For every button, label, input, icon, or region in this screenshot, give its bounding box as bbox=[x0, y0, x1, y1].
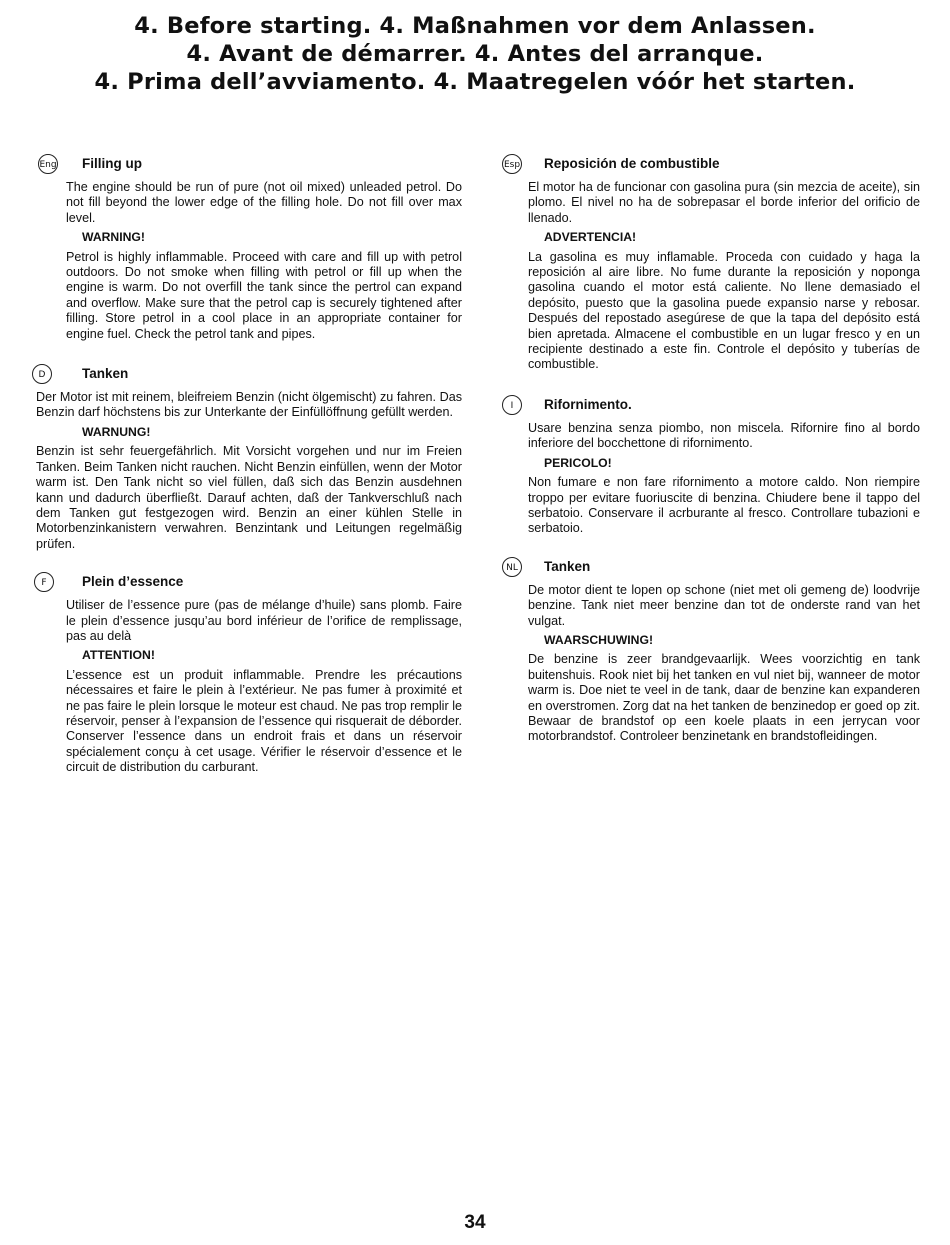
warning-text: Non fumare e non fare rifornimento a motore caldo. Non riempire troppo per evitare fuoriuscite di benzina. Chiudere bene il tappo del serbatoio. Conservare il acrburante al fresco. Controllare tubazioni e serbatoio. bbox=[528, 475, 920, 536]
page-header bbox=[0, 12, 950, 96]
section-title: Rifornimento. bbox=[544, 396, 632, 412]
warning-label: WAARSCHUWING! bbox=[544, 632, 653, 647]
warning-text: Petrol is highly inflammable. Proceed with care and fill up with petrol outdoors. Do not smoke when filling with petrol or fill up when the engine is warm. Do not overfill the tank since the pertrol can expand and overflow. Make sure that the petrol cap is securely tightened after filling. Store petrol in a cool place in an appropriate container for engine fuel. Check the petrol tank and pipes. bbox=[66, 249, 462, 341]
warning-text: La gasolina es muy inflamable. Proceda con cuidado y haga la reposición al aire libre. No fume durante la reposición y noponga gasolina cuando el motor está caliente. No llene demasiado el depósito, puesto que la gasolina puede expansio narse y rebosar. Después del repostado asegúrese de que la tapa del depósito está bien apretada. Almacene el combustible en un lugar fresco y en un recipiente destinado a este fin. Controle el depósito y tuberías de combustible. bbox=[528, 249, 920, 372]
section-title: Tanken bbox=[82, 366, 129, 382]
language-badge-icon: Eng bbox=[38, 154, 58, 174]
language-badge-icon: NL bbox=[502, 557, 522, 577]
warning-text: De benzine is zeer brandgevaarlijk. Wees voorzichtig en tank buitenshuis. Rook niet bij het tanken en vul niet bij, wanneer de motor warm is. Doe niet te veel in de tank, daar de benzine kan expanderen en overstromen. Zorg dat na het tanken de benzinedop er goed op zit. Bewaar de brandstof op een koele plaats in een jerrycan voor motorbrandstof. Controleer benzinetank en brandstofleidingen. bbox=[528, 652, 920, 744]
section-french-head bbox=[41, 570, 462, 598]
section-english bbox=[39, 152, 462, 342]
section-title: Tanken bbox=[544, 558, 591, 574]
language-badge-icon: Esp bbox=[502, 154, 522, 174]
section-intro: The engine should be run of pure (not oil mixed) unleaded petrol. Do not fill beyond the lower edge of the filling hole. Do not fill over max level. bbox=[66, 180, 462, 225]
warning-label: WARNUNG! bbox=[82, 424, 151, 439]
warning-text: L’essence est un produit inflammable. Prendre les précautions nécessaires et faire le plein à l’extérieur. Ne pas fumer à proximité et ne pas faire le plein lorsque le moteur est chaud. Ne pas trop remplir le réservoir, penser à l’expansion de l’essence qui risquerait de déborder. Conserver l’essence dans un endroit frais et dans un réservoir spécialement conçu à cet usage. Vérifier le réservoir d’essence et le circuit de distribution du carburant. bbox=[66, 667, 462, 775]
warning-text: Benzin ist sehr feuergefährlich. Mit Vorsicht vorgehen und nur im Freien Tanken. Beim Tanken nicht rauchen. Nicht Benzin einfüllen, wenn der Motor warm ist. Den Tank nicht so viel füllen, daß sich das Benzin ausdehnen kann und dadurch überfließt. Darauf achten, daß der Tankverschluß nach dem Tanken gut festgezogen wird. Benzin an einer kühlen Stelle in Motorbenzinkanistern verwahren. Benzintank und Leitungen regelmäßig prüfen. bbox=[36, 444, 462, 551]
section-dutch bbox=[506, 555, 920, 745]
warning-label: ADVERTENCIA! bbox=[544, 230, 637, 245]
section-title: Plein d’essence bbox=[82, 574, 184, 590]
page-number: 34 bbox=[464, 1212, 486, 1233]
section-title: Reposición de combustible bbox=[544, 156, 720, 171]
header-line-1: 4. Before starting. 4. Maßnahmen vor dem Anlassen. bbox=[134, 13, 816, 39]
section-german bbox=[36, 362, 462, 552]
language-badge-icon: D bbox=[32, 364, 52, 384]
section-french bbox=[41, 570, 462, 775]
section-intro: Usare benzina senza piombo, non miscela. Rifornire fino al bordo inferiore del bocchettone di rifornimento. bbox=[528, 420, 920, 451]
header-line-3: 4. Prima dell’avviamento. 4. Maatregelen vóór het starten. bbox=[94, 69, 856, 95]
header-line-2: 4. Avant de démarrer. 4. Antes del arranque. bbox=[186, 41, 764, 67]
language-badge-icon: I bbox=[502, 395, 522, 415]
right-column bbox=[503, 152, 920, 745]
left-column bbox=[36, 152, 462, 776]
section-title: Filling up bbox=[82, 156, 142, 171]
section-intro: Der Motor ist mit reinem, bleifreiem Benzin (nicht ölgemischt) zu fahren. Das Benzin darf höchstens bis zur Unterkante der Einfüllöffnung gefüllt werden. bbox=[36, 390, 462, 420]
warning-label: PERICOLO! bbox=[544, 455, 612, 470]
warning-label: ATTENTION! bbox=[82, 648, 155, 663]
language-badge-icon: F bbox=[34, 572, 54, 592]
section-spanish-head bbox=[503, 152, 920, 180]
section-german-head bbox=[38, 362, 462, 390]
section-dutch-head bbox=[506, 555, 920, 583]
section-english-head bbox=[39, 152, 462, 180]
section-intro: De motor dient te lopen op schone (niet met oli gemeng de) loodvrije benzine. Tank niet meer benzine dan tot de onderste rand van het vulgat. bbox=[528, 582, 920, 628]
section-spanish bbox=[503, 152, 920, 373]
section-intro: Utiliser de l’essence pure (pas de mélange d’huile) sans plomb. Faire le plein d’essence jusqu’au bord inférieur de l’orifice de remplissage, pas au delà bbox=[66, 598, 462, 643]
section-italian bbox=[510, 393, 920, 537]
section-italian-head bbox=[510, 393, 920, 421]
section-intro: El motor ha de funcionar con gasolina pura (sin mezcia de aceite), sin plomo. El nivel no ha de sobrepasar el borde inferior del orificio de llenado. bbox=[528, 180, 920, 225]
warning-label: WARNING! bbox=[82, 230, 145, 245]
